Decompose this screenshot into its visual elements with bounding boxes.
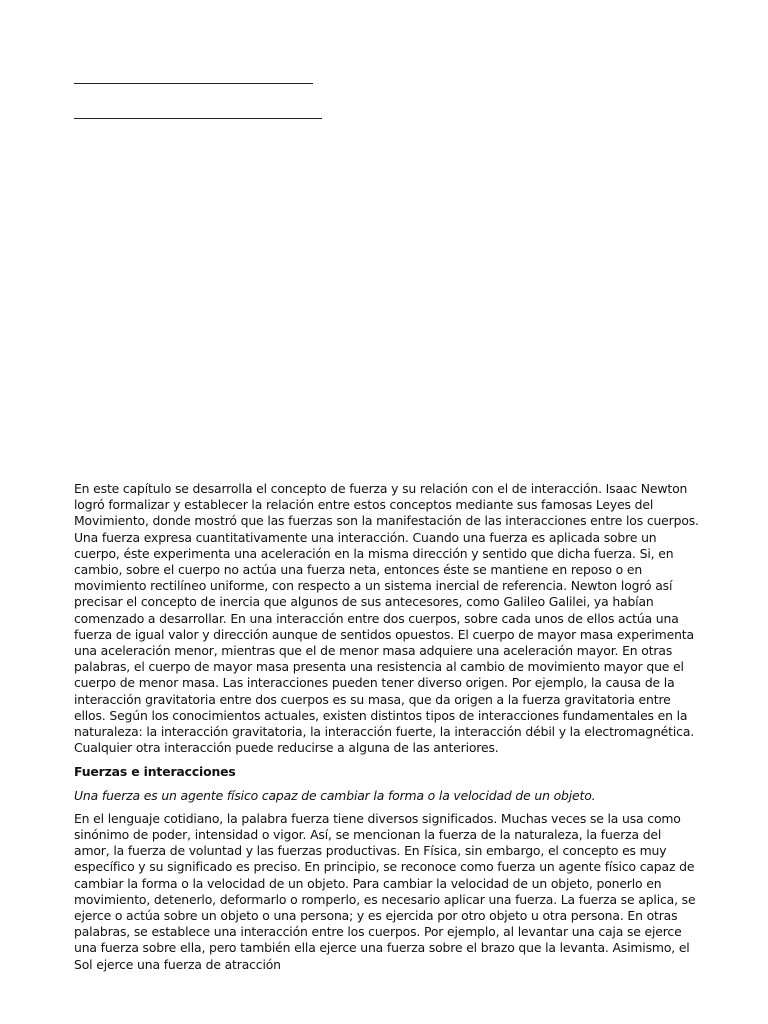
blank-line-2	[74, 118, 322, 119]
body-paragraph: En el lenguaje cotidiano, la palabra fuerza tiene diversos significados. Muchas veces se la usa como sinónimo de poder, intensidad o vigor. Así, se mencionan la fuerza de la naturaleza, la fuerza del amor, la fuerza de voluntad y las fuerzas productivas. En Física, sin embargo, el concepto es muy específico y su significado es preciso. En principio, se reconoce como fuerza un agente físico capaz de cambiar la forma o la velocidad de un objeto. Para cambiar la velocidad de un objeto, ponerlo en movimiento, detenerlo, deformarlo o romperlo, es necesario aplicar una fuerza. La fuerza se aplica, se ejerce o actúa sobre un objeto o una persona; y es ejercida por otro objeto u otra persona. En otras palabras, se establece una interacción entre los cuerpos. Por ejemplo, al levantar una caja se ejerce una fuerza sobre ella, pero también ella ejerce una fuerza sobre el brazo que la levanta. Asimismo, el Sol ejerce una fuerza de atracción	[74, 810, 696, 972]
intro-paragraph: En este capítulo se desarrolla el concepto de fuerza y su relación con el de interacción. Isaac Newton logró formalizar y establecer la relación entre estos conceptos mediante sus famosas Leyes del Movimiento, donde mostró que las fuerzas son la manifestación de las interacciones entre los cuerpos. Una fuerza expresa cuantitativamente una interacción. Cuando una fuerza es aplicada sobre un cuerpo, éste experimenta una aceleración en la misma dirección y sentido que dicha fuerza. Si, en cambio, sobre el cuerpo no actúa una fuerza neta, entonces éste se mantiene en reposo o en movimiento rectilíneo uniforme, con respecto a un sistema inercial de referencia. Newton logró así precisar el concepto de inercia que algunos de sus antecesores, como Galileo Galilei, ya habían comenzado a desarrollar. En una interacción entre dos cuerpos, sobre cada unos de ellos actúa una fuerza de igual valor y dirección aunque de sentidos opuestos. El cuerpo de mayor masa experimenta una aceleración menor, mientras que el de menor masa adquiere una aceleración mayor. En otras palabras, el cuerpo de mayor masa presenta una resistencia al cambio de movimiento mayor que el cuerpo de menor masa. Las interacciones pueden tener diverso origen. Por ejemplo, la causa de la interacción gravitatoria entre dos cuerpos es su masa, que da origen a la fuerza gravitatoria entre ellos. Según los conocimientos actuales, existen distintos tipos de interacciones fundamentales en la naturaleza: la interacción gravitatoria, la interacción fuerte, la interacción débil y la electromagnética. Cualquier otra interacción puede reducirse a alguna de las anteriores.	[74, 481, 699, 756]
section-heading: Fuerzas e interacciones	[74, 764, 236, 780]
blank-line-1	[74, 83, 313, 84]
document-body	[74, 481, 699, 980]
section-subtitle: Una fuerza es un agente físico capaz de cambiar la forma o la velocidad de un objeto.	[74, 787, 596, 803]
